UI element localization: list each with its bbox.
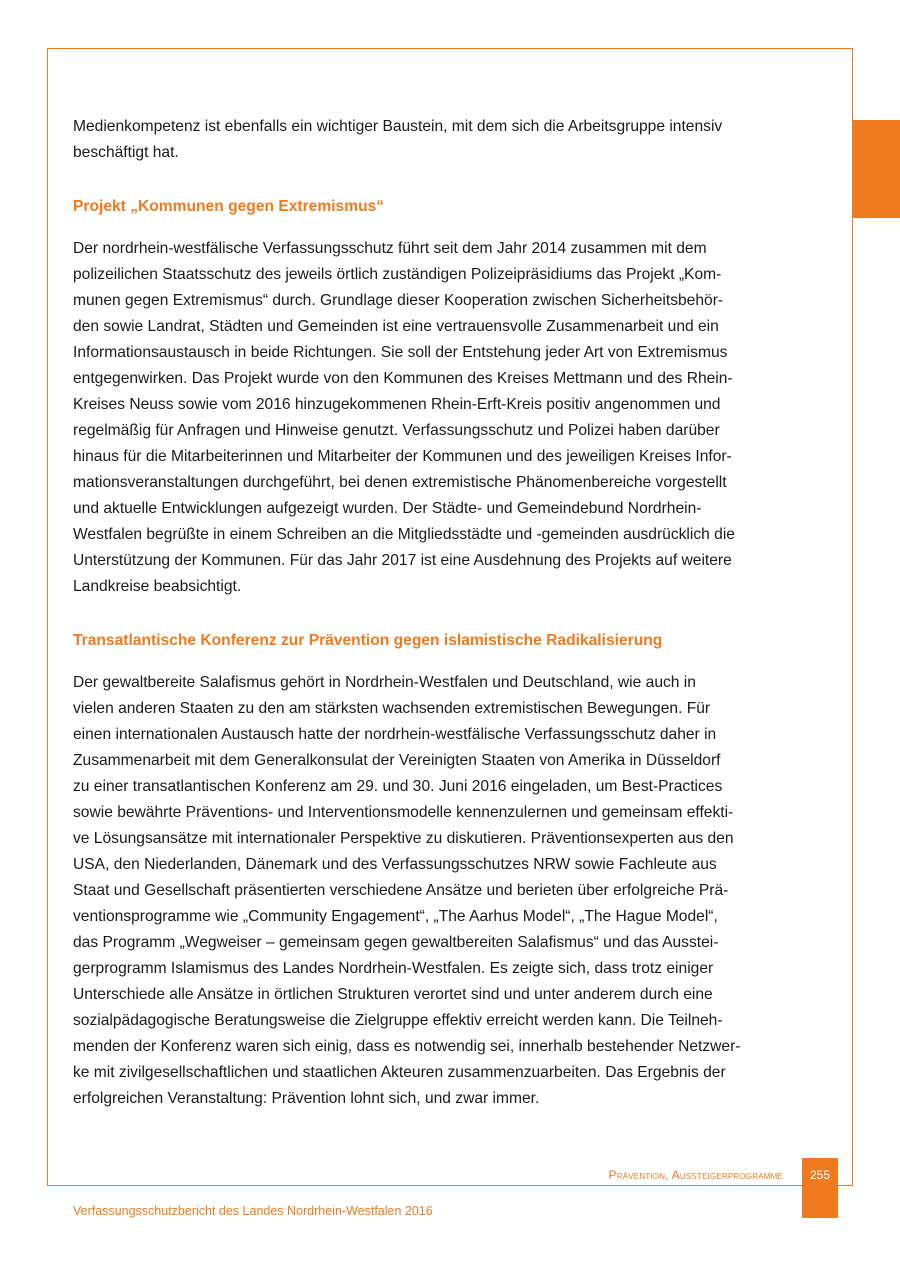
paragraph-line: beschäftigt hat. bbox=[73, 144, 179, 161]
paragraph-line: menden der Konferenz waren sich einig, dass es notwendig sei, innerhalb bestehender Netzwer- bbox=[73, 1038, 741, 1055]
chapter-tab-marker bbox=[853, 120, 900, 218]
paragraph-line: USA, den Niederlanden, Dänemark und des Verfassungsschutzes NRW sowie Fachleute aus bbox=[73, 856, 717, 873]
paragraph-line: den sowie Landrat, Städten und Gemeinden ist eine vertrauensvolle Zusammenarbeit und ein bbox=[73, 318, 719, 335]
paragraph-line: entgegenwirken. Das Projekt wurde von den Kommunen des Kreises Mettmann und des Rhein- bbox=[73, 370, 733, 387]
paragraph-line: gerprogramm Islamismus des Landes Nordrhein-Westfalen. Es zeigte sich, dass trotz einiger bbox=[73, 960, 714, 977]
paragraph-line: ve Lösungsansätze mit internationaler Perspektive zu diskutieren. Präventionsexperten aus den bbox=[73, 830, 734, 847]
paragraph-line: Informationsaustausch in beide Richtungen. Sie soll der Entstehung jeder Art von Extremismus bbox=[73, 344, 728, 361]
paragraph-line: Der gewaltbereite Salafismus gehört in Nordrhein-Westfalen und Deutschland, wie auch in bbox=[73, 674, 696, 691]
paragraph-line: Unterschiede alle Ansätze in örtlichen Strukturen verortet sind und unter anderem durch eine bbox=[73, 986, 713, 1003]
paragraph-line: Zusammenarbeit mit dem Generalkonsulat der Vereinigten Staaten von Amerika in Düsseldorf bbox=[73, 752, 721, 769]
footer-section-label: Prävention, Aussteigerprogramme bbox=[608, 1168, 783, 1182]
footer-report-title: Verfassungsschutzbericht des Landes Nordrhein-Westfalen 2016 bbox=[73, 1204, 433, 1218]
paragraph-line: vielen anderen Staaten zu den am stärksten wachsenden extremistischen Bewegungen. Für bbox=[73, 700, 711, 717]
paragraph-line: mationsveranstaltungen durchgeführt, bei denen extremistische Phänomenbereiche vorgestellt bbox=[73, 474, 727, 491]
paragraph-line: Westfalen begrüßte in einem Schreiben an die Mitgliedsstädte und -gemeinden ausdrücklich die bbox=[73, 526, 735, 543]
paragraph-line: sowie bewährte Präventions- und Interventionsmodelle kennenzulernen und gemeinsam effekti- bbox=[73, 804, 734, 821]
paragraph-line: sozialpädagogische Beratungsweise die Zielgruppe effektiv erreicht werden kann. Die Teilneh- bbox=[73, 1012, 723, 1029]
section-heading-kommunen: Projekt „Kommunen gegen Extremismus“ bbox=[73, 198, 385, 215]
paragraph-line: erfolgreichen Veranstaltung: Prävention lohnt sich, und zwar immer. bbox=[73, 1090, 540, 1107]
paragraph-line: Landkreise beabsichtigt. bbox=[73, 578, 242, 595]
paragraph-line: ventionsprogramme wie „Community Engagement“, „The Aarhus Model“, „The Hague Model“, bbox=[73, 908, 718, 925]
paragraph-line: Der nordrhein-westfälische Verfassungsschutz führt seit dem Jahr 2014 zusammen mit dem bbox=[73, 240, 707, 257]
page-content bbox=[73, 114, 813, 1112]
paragraph-line: zu einer transatlantischen Konferenz am 29. und 30. Juni 2016 eingeladen, um Best-Practices bbox=[73, 778, 723, 795]
paragraph-line: Kreises Neuss sowie vom 2016 hinzugekommenen Rhein-Erft-Kreis positiv angenommen und bbox=[73, 396, 721, 413]
paragraph-line: regelmäßig für Anfragen und Hinweise genutzt. Verfassungsschutz und Polizei haben darüber bbox=[73, 422, 720, 439]
paragraph-line: polizeilichen Staatsschutz des jeweils örtlich zuständigen Polizeipräsidiums das Projekt „Kom- bbox=[73, 266, 722, 283]
paragraph-line: und aktuelle Entwicklungen aufgezeigt wurden. Der Städte- und Gemeindebund Nordrhein- bbox=[73, 500, 702, 517]
section-konferenz-paragraph bbox=[73, 670, 813, 1112]
paragraph-line: ke mit zivilgesellschaftlichen und staatlichen Akteuren zusammenzuarbeiten. Das Ergebnis der bbox=[73, 1064, 726, 1081]
paragraph-line: Staat und Gesellschaft präsentierten verschiedene Ansätze und berieten über erfolgreiche Prä- bbox=[73, 882, 729, 899]
paragraph-line: munen gegen Extremismus“ durch. Grundlage dieser Kooperation zwischen Sicherheitsbehör- bbox=[73, 292, 724, 309]
paragraph-line: Unterstützung der Kommunen. Für das Jahr 2017 ist eine Ausdehnung des Projekts auf weitere bbox=[73, 552, 732, 569]
paragraph-line: hinaus für die Mitarbeiterinnen und Mitarbeiter der Kommunen und des jeweiligen Kreises Infor- bbox=[73, 448, 732, 465]
paragraph-line: Medienkompetenz ist ebenfalls ein wichtiger Baustein, mit dem sich die Arbeitsgruppe intensiv bbox=[73, 118, 723, 135]
section-heading-konferenz: Transatlantische Konferenz zur Prävention gegen islamistische Radikalisierung bbox=[73, 632, 663, 649]
paragraph-line: das Programm „Wegweiser – gemeinsam gegen gewaltbereiten Salafismus“ und das Ausstei- bbox=[73, 934, 719, 951]
paragraph-line: einen internationalen Austausch hatte der nordrhein-westfälische Verfassungsschutz daher in bbox=[73, 726, 717, 743]
page-number: 255 bbox=[802, 1158, 838, 1218]
intro-paragraph bbox=[73, 114, 813, 166]
section-kommunen-paragraph bbox=[73, 236, 813, 600]
